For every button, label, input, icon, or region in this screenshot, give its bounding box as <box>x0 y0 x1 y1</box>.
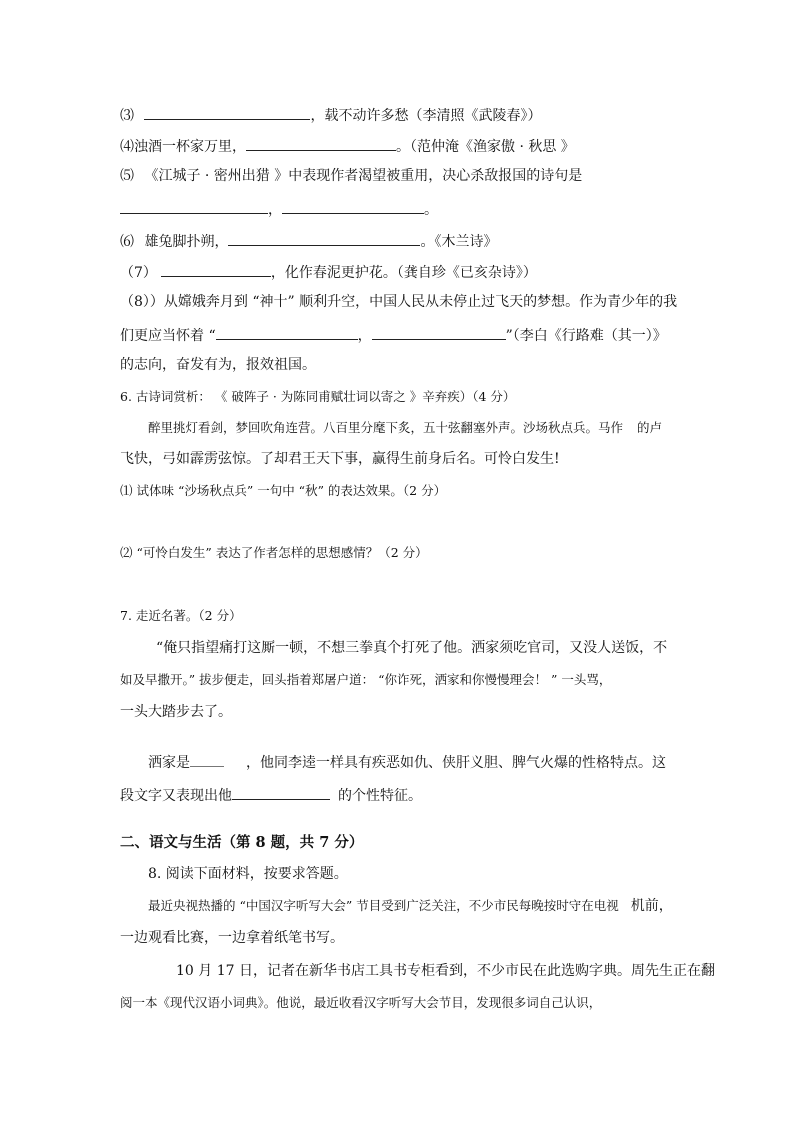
q8-tail: ”（李白《行路难（其一）》 <box>505 328 667 344</box>
answer1-head: 洒家是 <box>148 755 190 771</box>
section6-q2: ⑵ “可怜白发生” 表达了作者怎样的思想感情？（2 分） <box>120 545 428 560</box>
q6-head: 雄兔脚扑朔， <box>144 234 229 250</box>
q8-line-2 <box>120 325 667 345</box>
q3-blank[interactable] <box>144 105 310 120</box>
q6-number: ⑹ <box>120 234 134 250</box>
q3-tail: ，载不动许多愁（李清照《武陵春》） <box>310 108 542 124</box>
material-line-3: 10 月 17 日，记者在新华书店工具书专柜看到，不少市民在此选购字典。周先生正在翻 <box>176 963 715 979</box>
q5-blank-2[interactable] <box>282 199 424 214</box>
answer1-blank[interactable] <box>190 752 224 767</box>
q4-number: ⑷ <box>120 139 134 155</box>
q8-line-1: （8））从嫦娥奔月到 “神十” 顺利升空，中国人民从未停止过飞天的梦想。作为青少年的我 <box>120 294 678 310</box>
material-line-1 <box>148 897 673 915</box>
q6-tail: 。《木兰诗》 <box>420 234 498 250</box>
q5-blank-1[interactable] <box>120 199 268 214</box>
blank-q5-prompt <box>120 167 582 185</box>
poem-line-2: 飞快，弓如霹雳弦惊。了却君王天下事，赢得生前身后名。可怜白发生! <box>120 451 560 467</box>
blank-q5-answers <box>120 199 438 219</box>
blank-q7 <box>120 262 537 282</box>
section7-title: 7. 走近名著。（2 分） <box>120 608 242 623</box>
q6-blank[interactable] <box>228 231 420 246</box>
part2-q8: 8. 阅读下面材料，按要求答题。 <box>148 866 348 882</box>
material-line-1a: 最近央视热播的 “中国汉字听写大会” 节目受到广泛关注，不少市民每晚按时守在电视 <box>148 898 619 913</box>
q4-blank[interactable] <box>246 136 396 151</box>
q5-end: 。 <box>424 202 438 218</box>
q7-tail: ，化作春泥更护花。（龚自珍《已亥杂诗》） <box>270 265 537 281</box>
q8-blank-1[interactable] <box>216 325 358 340</box>
q7-blank[interactable] <box>161 262 271 277</box>
excerpt-line-3: 一头大踏步去了。 <box>120 704 232 720</box>
section6-q1: ⑴ 试体味 “沙场秋点兵” 一句中 “秋” 的表达效果。（2 分） <box>120 483 447 498</box>
q4-tail: 。（范仲淹《渔家傲 · 秋思 》 <box>396 139 575 155</box>
answer2-blank[interactable] <box>232 785 330 800</box>
poem-line-1a: 醉里挑灯看剑，梦回吹角连营。八百里分麾下炙，五十弦翻塞外声。沙场秋点兵。马作 <box>148 420 624 435</box>
q5-separator: ， <box>268 202 282 218</box>
excerpt-line-1: “俺只指望痛打这厮一顿，不想三拳真个打死了他。洒家须吃官司，又没人送饭，不 <box>156 640 668 656</box>
answer1-tail: ，他同李逵一样具有疾恶如仇、侠肝义胆、脾气火爆的性格特点。这 <box>246 755 666 771</box>
blank-q6 <box>120 231 497 251</box>
q5-number: ⑸ <box>120 168 134 184</box>
q4-head: 浊酒一杯家万里， <box>134 139 246 155</box>
poem-line-1 <box>148 419 662 437</box>
q8-head: 们更应当怀着 “ <box>120 328 216 344</box>
section7-answer-1 <box>148 752 666 772</box>
answer2-tail: 的个性特征。 <box>338 788 422 804</box>
q5-text: 《江城子 · 密州出猎 》中表现作者渴望被重用，决心杀敌报国的诗句是 <box>144 168 583 184</box>
section6-title: 6. 古诗词赏析： 《 破阵子 · 为陈同甫赋壮词以寄之 》辛弃疾）（4 分） <box>120 389 516 404</box>
material-line-1b: 机前， <box>630 898 673 914</box>
material-line-2: 一边观看比赛，一边拿着纸笔书写。 <box>120 930 344 946</box>
part2-heading: 二、语文与生活（第 8 题，共 7 分） <box>120 834 364 851</box>
q8-separator: ， <box>357 328 372 344</box>
blank-q4 <box>120 136 575 156</box>
poem-line-1b: 的卢 <box>637 420 663 435</box>
excerpt-line-2: 如及早撒开。” 拔步便走，回头指着郑屠户道： “你诈死，洒家和你慢慢理会！ ” 一头骂， <box>120 672 612 687</box>
section7-answer-2 <box>120 785 422 805</box>
blank-q3 <box>120 105 541 125</box>
q8-blank-2[interactable] <box>372 325 506 340</box>
q8-line-3: 的志向，奋发有为，报效祖国。 <box>120 357 316 373</box>
q3-number: ⑶ <box>120 108 134 124</box>
material-line-4: 阅一本《现代汉语小词典》。他说，最近收看汉字听写大会节目，发现很多词自己认识， <box>120 995 602 1010</box>
q7-number: （7） <box>120 265 157 281</box>
answer2-head: 段文字又表现出他 <box>120 788 232 804</box>
